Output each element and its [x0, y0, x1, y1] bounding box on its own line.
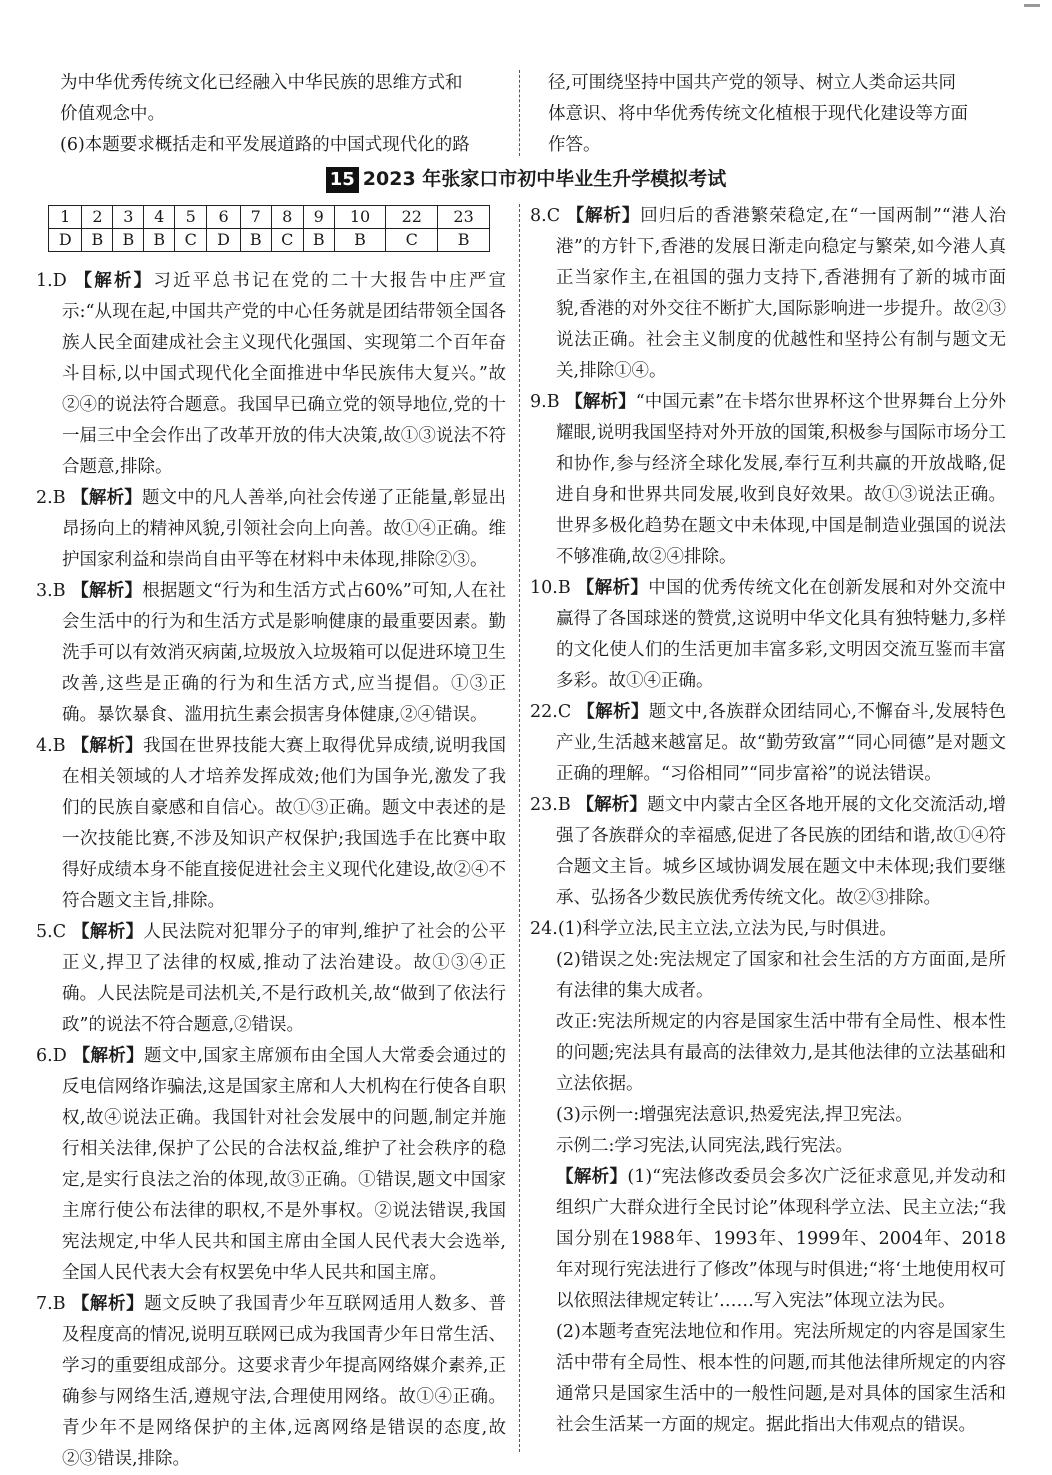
question-number: 2	[82, 206, 113, 229]
item-label: 8.C	[530, 206, 561, 226]
analysis-tag: 【解析】	[71, 736, 143, 756]
item-text: “中国元素”在卡塔尔世界杯这个世界舞台上分外耀眼,说明我国坚持对外开放的国策,积极参与国际市场分工和协作,参与经济全球化发展,奉行互利共赢的开放战略,促进自身和世界共同发展,收到良好效果。故①③说法正确。世界多极化趋势在题文中未体现,中国是制造业强国的说法不够准确,故②④排除。	[556, 392, 1006, 567]
analysis-tag: 【解析】	[565, 392, 636, 412]
item-label: 23.B	[530, 795, 571, 815]
item-label: 10.B	[530, 578, 571, 598]
answer-item-3	[36, 576, 506, 731]
question-number: 10	[334, 206, 386, 229]
question-number: 9	[303, 206, 334, 229]
answer-letter: B	[303, 229, 334, 252]
item-label: 24.	[530, 919, 558, 939]
section-title	[0, 162, 1052, 196]
answer-table-question-row	[49, 206, 490, 229]
answer-letter: B	[438, 229, 490, 252]
answer-item-1	[36, 266, 506, 483]
question-number: 3	[113, 206, 144, 229]
question-number: 8	[271, 206, 303, 229]
answer-item-4	[36, 731, 506, 917]
item-text: 题文中的凡人善举,向社会传递了正能量,彰显出昂扬向上的精神风貌,引领社会向上向善。故①④正确。维护国家利益和崇尚自由平等在材料中未体现,排除②③。	[62, 488, 506, 570]
intro-right	[548, 68, 1002, 161]
item-label: 4.B	[36, 736, 66, 756]
page-corner-mark	[1024, 4, 1040, 7]
intro-right-line: 体意识、将中华优秀传统文化植根于现代化建设等方面	[548, 104, 968, 124]
answer-item-9	[530, 387, 1006, 573]
analysis-tag: 【解析】	[71, 1294, 145, 1314]
answer-letter: B	[240, 229, 271, 252]
answer-item-6	[36, 1041, 506, 1289]
item-label: 9.B	[530, 392, 560, 412]
item-text: 我国在世界技能大赛上取得优异成绩,说明我国在相关领域的人才培养发挥成效;他们为国争光,激发了我们的民族自豪感和自信心。故①③正确。题文中表述的是一次技能比赛,不涉及知识产权保护;我国选手在比赛中取得好成绩本身不能直接促进社会主义现代化建设,故②④不符合题文主旨,排除。	[62, 736, 506, 911]
answer-letter: D	[207, 229, 240, 252]
analysis-tag: 【解析】	[71, 581, 143, 601]
item-text: 题文中内蒙古全区各地开展的文化交流活动,增强了各族群众的幸福感,促进了各民族的团结和谐,故①④符合题文主旨。城乡区域协调发展在题文中未体现;我们要继承、弘扬各少数民族优秀传统文化。故②③排除。	[556, 795, 1006, 908]
item-label: 2.B	[36, 488, 66, 508]
q24-analysis-1	[530, 1162, 1006, 1317]
question-number: 1	[49, 206, 82, 229]
answer-letter: C	[271, 229, 303, 252]
question-number: 23	[438, 206, 490, 229]
column-divider-top	[519, 70, 520, 156]
question-number: 4	[144, 206, 175, 229]
answer-item-7	[36, 1289, 506, 1475]
item-label: 1.D	[36, 271, 67, 291]
item-text: 题文反映了我国青少年互联网适用人数多、普及程度高的情况,说明互联网已成为我国青少年日常生活、学习的重要组成部分。这要求青少年提高网络媒介素养,正确参与网络生活,遵规守法,合理使用网络。故①④正确。青少年不是网络保护的主体,远离网络是错误的态度,故②③错误,排除。	[62, 1294, 506, 1469]
answer-item-24-part1	[530, 914, 1006, 945]
answer-item-23	[530, 790, 1006, 914]
question-number: 22	[386, 206, 438, 229]
item-label: 22.C	[530, 702, 572, 722]
section-title-text: 2023 年张家口市初中毕业生升学模拟考试	[362, 168, 727, 190]
item-label: 3.B	[36, 581, 66, 601]
answer-item-5	[36, 917, 506, 1041]
q24-part2-fix: 改正:宪法所规定的内容是国家生活中带有全局性、根本性的问题;宪法具有最高的法律效力,是其他法律的立法基础和立法依据。	[556, 1012, 1006, 1094]
question-number: 5	[175, 206, 207, 229]
answer-letter: B	[113, 229, 144, 252]
intro-left-line: (6)本题要求概括走和平发展道路的中国式现代化的路	[60, 135, 470, 155]
item-label: 6.D	[36, 1046, 67, 1066]
answer-table-answer-row	[49, 229, 490, 252]
q24-part3-example2: 示例二:学习宪法,认同宪法,践行宪法。	[556, 1136, 854, 1156]
answer-letter: B	[82, 229, 113, 252]
q24-part3-example1: (3)示例一:增强宪法意识,热爱宪法,捍卫宪法。	[556, 1105, 913, 1125]
answer-item-10	[530, 573, 1006, 697]
item-label: 7.B	[36, 1294, 66, 1314]
analysis-tag: 【解析】	[576, 795, 648, 815]
answer-item-2	[36, 483, 506, 576]
analysis-tag: 【解析】	[72, 1046, 144, 1066]
analysis-tag: 【解析】	[576, 578, 649, 598]
answer-item-8	[530, 201, 1006, 387]
answer-letter: B	[334, 229, 386, 252]
answer-letter: B	[144, 229, 175, 252]
answer-letter: D	[49, 229, 82, 252]
item-text: 人民法院对犯罪分子的审判,维护了社会的公平正义,捍卫了法律的权威,推动了法治建设。故①③④正确。人民法院是司法机关,不是行政机关,故“做到了依法行政”的说法不符合题意,②错误。	[62, 922, 506, 1035]
analysis-tag: 【解析】	[577, 702, 649, 722]
analysis-tag: 【解析】	[72, 922, 144, 942]
intro-right-line: 径,可围绕坚持中国共产党的领导、树立人类命运共同	[548, 73, 957, 93]
question-number: 7	[240, 206, 271, 229]
analysis-tag: 【解析】	[556, 1167, 628, 1187]
intro-left	[60, 68, 506, 161]
item-text: 中国的优秀传统文化在创新发展和对外交流中赢得了各国球迷的赞赏,这说明中华文化具有独特魅力,多样的文化使人们的生活更加丰富多彩,文明因交流互鉴而丰富多彩。故①④正确。	[556, 578, 1006, 691]
q24-part2-error: (2)错误之处:宪法规定了国家和社会生活的方方面面,是所有法律的集大成者。	[556, 950, 1006, 1001]
item-text: 题文中,国家主席颁布由全国人大常委会通过的反电信网络诈骗法,这是国家主席和人大机构在行使各自职权,故④说法正确。我国针对社会发展中的问题,制定并施行相关法律,保护了公民的合法权益,维护了社会秩序的稳定,是实行良法之治的体现,故③正确。①错误,题文中国家主席行使公布法律的职权,不是外事权。②说法错误,我国宪法规定,中华人民共和国主席由全国人民代表大会选举,全国人民代表大会有权罢免中华人民共和国主席。	[62, 1046, 506, 1283]
q24-part1-text: (1)科学立法,民主立法,立法为民,与时俱进。	[557, 919, 897, 939]
question-number: 6	[207, 206, 240, 229]
section-number-badge: 15	[326, 167, 359, 193]
answer-letter: C	[386, 229, 438, 252]
item-text: 习近平总书记在党的二十大报告中庄严宣示:“从现在起,中国共产党的中心任务就是团结带领全国各族人民全面建成社会主义现代化强国、实现第二个百年奋斗目标,以中国式现代化全面推进中华民族伟大复兴。”故②④的说法符合题意。我国早已确立党的领导地位,党的十一届三中全会作出了改革开放的伟大决策,故①③说法不符合题意,排除。	[62, 271, 506, 477]
analysis-tag: 【解析】	[74, 271, 154, 291]
item-text: 回归后的香港繁荣稳定,在“一国两制”“港人治港”的方针下,香港的发展日渐走向稳定与繁荣,如今港人真正当家作主,在祖国的强力支持下,香港拥有了新的城市面貌,香港的对外交往不断扩大,国际影响进一步提升。故②③说法正确。社会主义制度的优越性和坚持公有制与题文无关,排除①④。	[556, 206, 1006, 381]
intro-left-line: 价值观念中。	[60, 104, 165, 124]
answer-table	[48, 205, 490, 252]
item-label: 5.C	[36, 922, 67, 942]
analysis-tag: 【解析】	[566, 206, 641, 226]
intro-left-line: 为中华优秀传统文化已经融入中华民族的思维方式和	[60, 73, 463, 93]
column-divider-main	[519, 204, 520, 1452]
answer-letter: C	[175, 229, 207, 252]
q24-analysis-1-text: (1)“宪法修改委员会多次广泛征求意见,并发动和组织广大群众进行全民讨论”体现科学立法、民主立法;“我国分别在1988年、1993年、1999年、2004年、2018年对现行宪法进行了修改”体现与时俱进;“将‘土地使用权可以依照法律规定转让’……写入宪法”体现立法为民。	[556, 1167, 1007, 1311]
q24-analysis-2: (2)本题考查宪法地位和作用。宪法所规定的内容是国家生活中带有全局性、根本性的问题,而其他法律所规定的内容通常只是国家生活中的一般性问题,是对具体的国家生活和社会生活某一方面的规定。据此指出大伟观点的错误。	[556, 1322, 1006, 1435]
analysis-tag: 【解析】	[71, 488, 142, 508]
right-column	[530, 201, 1006, 1441]
item-text: 题文中,各族群众团结同心,不懈奋斗,发展特色产业,生活越来越富足。故“勤劳致富”“同心同德”是对题文正确的理解。“习俗相同”“同步富裕”的说法错误。	[556, 702, 1006, 784]
intro-right-line: 作答。	[548, 135, 601, 155]
answer-item-22	[530, 697, 1006, 790]
item-text: 根据题文“行为和生活方式占60%”可知,人在社会生活中的行为和生活方式是影响健康的最重要因素。勤洗手可以有效消灭病菌,垃圾放入垃圾箱可以促进环境卫生改善,这些是正确的行为和生活方式,应当提倡。①③正确。暴饮暴食、滥用抗生素会损害身体健康,②④错误。	[62, 581, 506, 725]
left-column	[36, 266, 506, 1475]
